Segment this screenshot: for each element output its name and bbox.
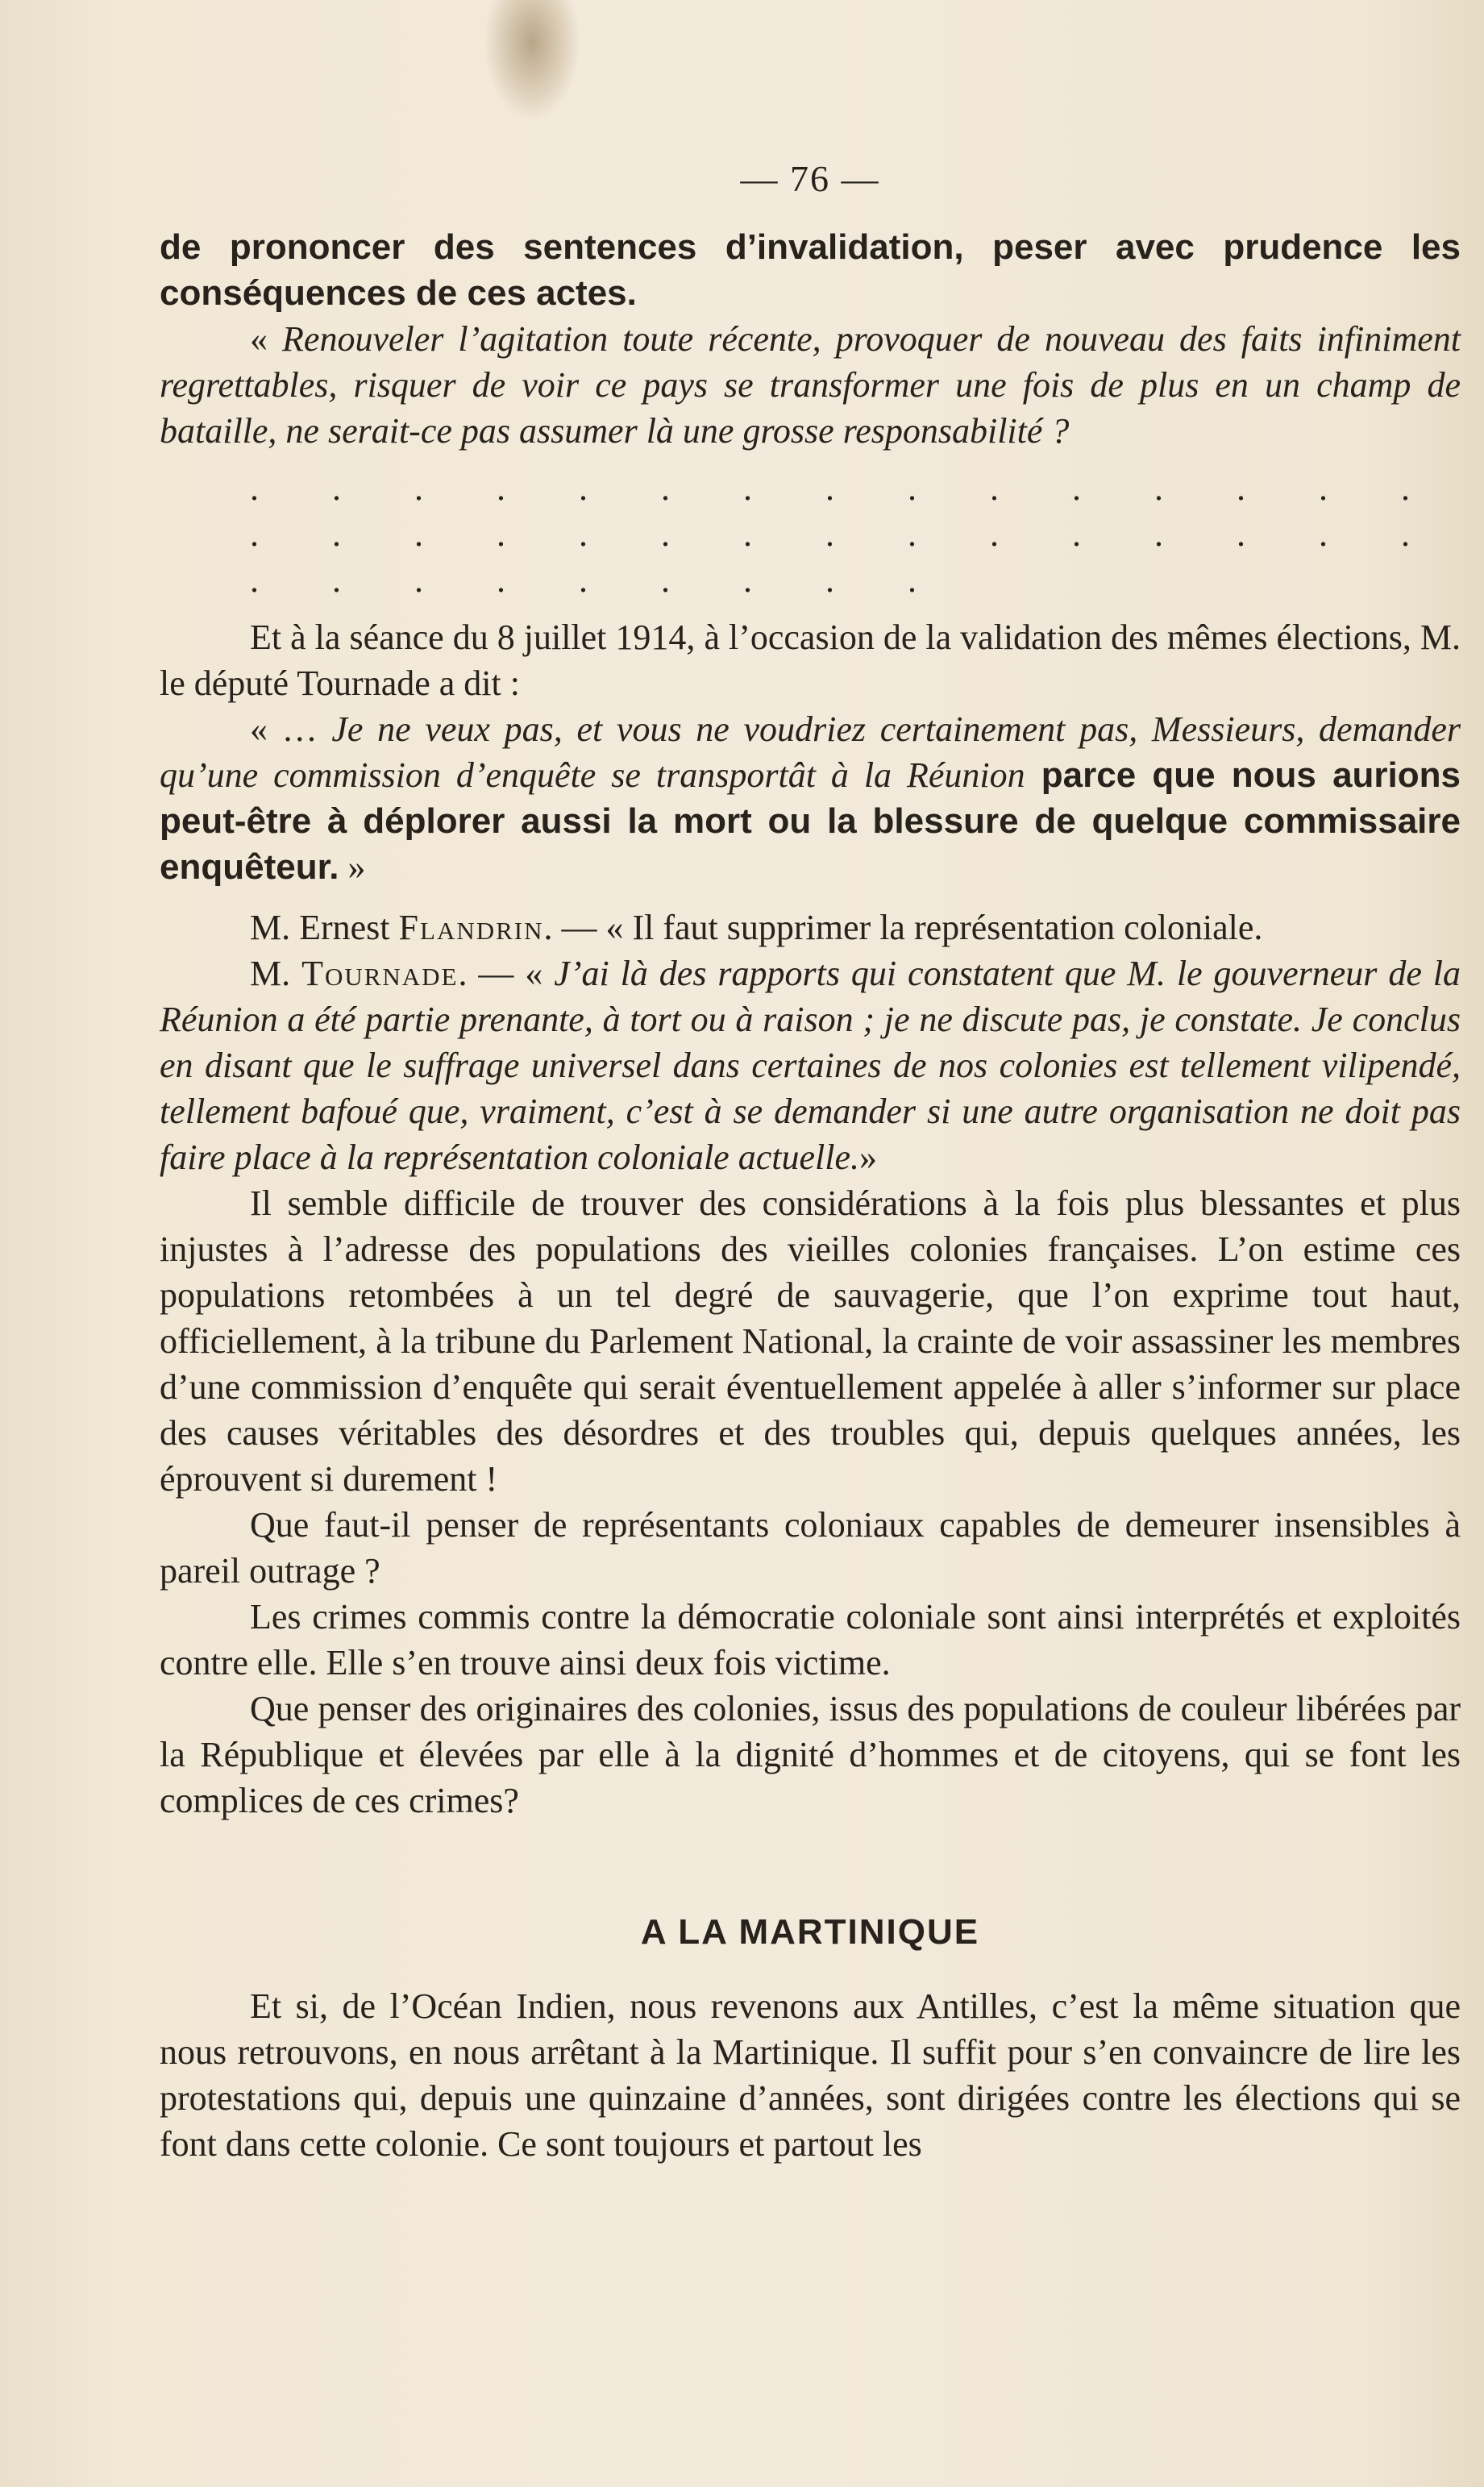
speaker-prefix: M. Ernest bbox=[250, 908, 399, 947]
section-heading: A LA MARTINIQUE bbox=[640, 1912, 980, 1952]
paragraph-11: Et si, de l’Océan Indien, nous revenons aux Antilles, c’est la même situation que nous retrouvons, en nous arrêtant à la Martinique. Il suffit pour s’en convaincre de lire les protestations qui, depuis une quinzaine d’années, sont dirigées contre les élections qui se font dans cette colonie. Ce sont toujours et partout les bbox=[160, 1986, 1461, 2164]
paragraph-3: Et à la séance du 8 juillet 1914, à l’occasion de la validation des mêmes élections, M. le député Tournade a dit : bbox=[160, 618, 1461, 703]
paragraph-4 bbox=[160, 706, 1461, 890]
paragraph-2 bbox=[160, 316, 1461, 454]
speech-text: . — « Il faut supprimer la représentation coloniale. bbox=[543, 908, 1263, 947]
bold-text: parce que nous aurions peut-être à déplorer aussi la mort ou la blessure de quelque commissaire enquêteur. bbox=[160, 755, 1461, 887]
page-content bbox=[160, 149, 1461, 2167]
speaker-name: Flandrin bbox=[398, 908, 544, 947]
paper-stain bbox=[484, 0, 580, 121]
paragraph-10: Que penser des originaires des colonies, issus des populations de couleur libérées par la République et élevées par elle à la dignité d’hommes et de citoyens, qui se font les complices de ces crimes? bbox=[160, 1689, 1461, 1820]
paragraph-5 bbox=[160, 905, 1461, 950]
close-quote: » bbox=[858, 1137, 877, 1177]
page-number: — 76 — bbox=[740, 158, 880, 199]
close-quote: » bbox=[339, 847, 366, 887]
quoted-italic-text: Je ne veux pas, et vous ne voudriez certainement pas, Messieurs, demander qu’une commission d’enquête se transportât à la Réunion bbox=[160, 709, 1461, 795]
paragraph-1: de prononcer des sentences d’invalidation, peser avec prudence les conséquences de ces actes. bbox=[160, 227, 1461, 313]
open-quote: « bbox=[250, 319, 283, 359]
dash-quote: . — « bbox=[458, 954, 555, 993]
open-quote: « … bbox=[250, 709, 332, 749]
paragraph-6 bbox=[160, 950, 1461, 1180]
quoted-italic-text: J’ai là des rapports qui constatent que M. le gouverneur de la Réunion a été partie prenante, à tort ou à raison ; je ne discute pas, je constate. Je conclus en disant que le suffrage universel dans certaines de nos colonies est tellement vilipendé, tellement bafoué que, vraiment, c’est à se demander si une autre organisation ne doit pas faire place à la représentation coloniale actuelle. bbox=[160, 954, 1461, 1177]
quoted-italic-text: Renouveler l’agitation toute récente, provoquer de nouveau des faits infiniment regrettables, risquer de voir ce pays se transformer une fois de plus en un champ de bataille, ne serait-ce pas assumer là une grosse responsabilité ? bbox=[160, 319, 1461, 451]
ellipsis-row: . . . . . . . . . . . . . . . . . . . . . . . . . . . . . . . . . . . . . . . bbox=[250, 468, 1442, 600]
paragraph-8: Que faut-il penser de représentants coloniaux capables de demeurer insensibles à pareil outrage ? bbox=[160, 1505, 1461, 1591]
speaker-name: Tournade bbox=[301, 954, 459, 993]
speaker-prefix: M. bbox=[250, 954, 302, 993]
paragraph-9: Les crimes commis contre la démocratie coloniale sont ainsi interprétés et exploités contre elle. Elle s’en trouve ainsi deux fois victime. bbox=[160, 1597, 1461, 1682]
paragraph-7: Il semble difficile de trouver des considérations à la fois plus blessantes et plus injustes à l’adresse des populations des vieilles colonies françaises. L’on estime ces populations retombées à un tel degré de sauvagerie, que l’on exprime tout haut, officiellement, à la tribune du Parlement National, la crainte de voir assassiner les membres d’une commission d’enquête qui serait éventuellement appelée à aller s’informer sur place des causes véritables des désordres et des troubles qui, depuis quelques années, les éprouvent si durement ! bbox=[160, 1183, 1461, 1499]
